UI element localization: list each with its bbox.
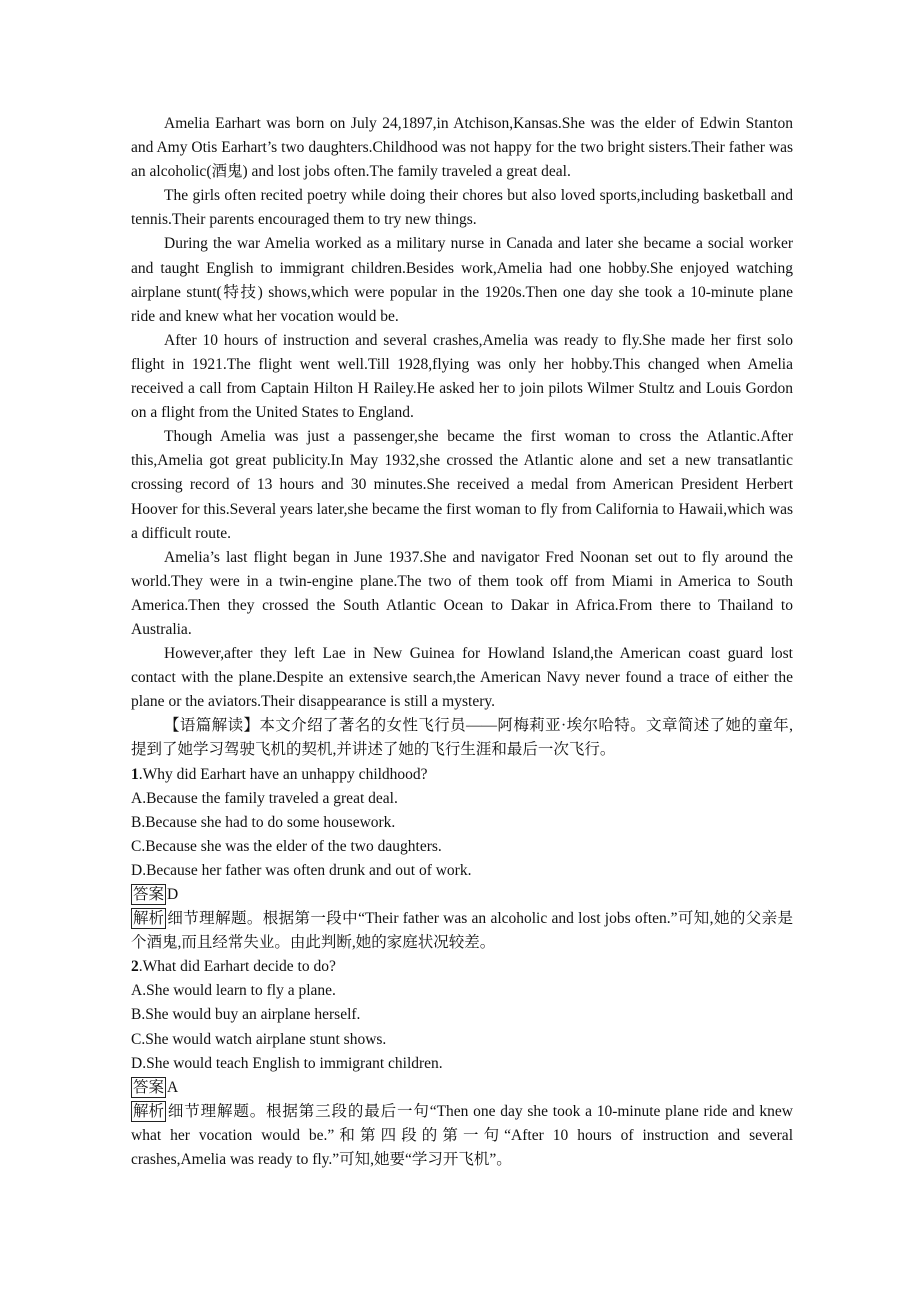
question-1-analysis — [131, 907, 793, 955]
document-page — [131, 112, 793, 1172]
passage-paragraph-5: Though Amelia was just a passenger,she became the first woman to cross the Atlantic.After this,Amelia got great publicity.In May 1932,she crossed the Atlantic alone and set a new transatlantic crossing record of 13 hours and 30 minutes.She received a medal from American President Herbert Hoover for this.Several years later,she became the first woman to fly from California to Hawaii,which was a difficult route. — [131, 428, 793, 542]
question-2-option-c: C.She would watch airplane stunt shows. — [131, 1030, 387, 1048]
analysis-label-box: 解析 — [133, 910, 165, 928]
question-1-option-a: A.Because the family traveled a great deal. — [131, 789, 398, 807]
answer-value: D — [167, 886, 179, 903]
passage-paragraph-4: After 10 hours of instruction and several crashes,Amelia was ready to fly.She made her first solo flight in 1921.The flight went well.Till 1928,flying was only her hobby.This changed when Amelia received a call from Captain Hilton H Railey.He asked her to join pilots Wilmer Stultz and Louis Gordon on a flight from the United States to England. — [131, 331, 793, 422]
question-1-option-d: D.Because her father was often drunk and out of work. — [131, 861, 472, 879]
answer-label-box: 答案 — [133, 886, 165, 903]
question-2-option-b: B.She would buy an airplane herself. — [131, 1006, 361, 1024]
question-2-option-a: A.She would learn to fly a plane. — [131, 982, 336, 1000]
answer-value: A — [167, 1078, 179, 1096]
question-number: 2 — [131, 958, 139, 976]
question-1-option-b: B.Because she had to do some housework. — [131, 813, 396, 831]
question-text: .Why did Earhart have an unhappy childhood? — [138, 765, 428, 783]
question-text: .What did Earhart decide to do? — [138, 958, 336, 976]
passage-paragraph-2: The girls often recited poetry while doing their chores but also loved sports,including basketball and tennis.Their parents encouraged them to try new things. — [131, 187, 793, 229]
passage-paragraph-1: Amelia Earhart was born on July 24,1897,in Atchison,Kansas.She was the elder of Edwin Stanton and Amy Otis Earhart’s two daughters.Childhood was not happy for the two bright sisters.Their father was an alcoholic(酒鬼) and lost jobs often.The family traveled a great deal. — [131, 115, 793, 181]
question-2-option-d: D.She would teach English to immigrant children. — [131, 1054, 443, 1072]
passage-paragraph-6: Amelia’s last flight began in June 1937.She and navigator Fred Noonan set out to fly around the world.They were in a twin-engine plane.The two of them took off from Miami in America to South America.Then they crossed the South Atlantic Ocean to Dakar in Africa.From there to Thailand to Australia. — [131, 548, 793, 638]
question-2-stem — [131, 955, 793, 979]
passage-paragraph-3: During the war Amelia worked as a military nurse in Canada and later she became a social worker and taught English to immigrant children.Besides work,Amelia had one hobby.She enjoyed watching airplane stunt(特技) shows,which were popular in the 1920s.Then one day she took a 10-minute plane ride and knew what her vocation would be. — [131, 235, 793, 325]
summary-tag: 【语篇解读】 — [164, 717, 260, 735]
question-number: 1 — [131, 765, 139, 783]
summary-text: 本文介绍了著名的女性飞行员——阿梅莉亚·埃尔哈特。文章简述了她的童年,提到了她学习驾驶飞机的契机,并讲述了她的飞行生涯和最后一次飞行。 — [131, 717, 793, 759]
analysis-text: 细节理解题。根据第三段的最后一句“Then one day she took a 10-minute plane ride and knew what her vocation would be.”和第四段的第一句“After 10 hours of instruction and several crashes,Amelia was ready to fly.”可知,她要“学习开飞机”。 — [131, 1102, 793, 1169]
analysis-text: 细节理解题。根据第一段中“Their father was an alcoholic and lost jobs often.”可知,她的父亲是个酒鬼,而且经常失业。由此判断,她的家庭状况较差。 — [131, 910, 793, 952]
question-1-answer — [131, 883, 793, 907]
answer-label-box: 答案 — [133, 1078, 165, 1096]
passage-summary — [131, 714, 793, 762]
question-2-analysis — [131, 1100, 793, 1172]
question-1-option-c: C.Because she was the elder of the two daughters. — [131, 837, 442, 855]
passage-paragraph-7: However,after they left Lae in New Guinea for Howland Island,the American coast guard lost contact with the plane.Despite an extensive search,the American Navy never found a trace of either the plane or the aviators.Their disappearance is still a mystery. — [131, 645, 793, 711]
question-1-stem — [131, 763, 793, 787]
question-2-answer — [131, 1076, 793, 1100]
analysis-label-box: 解析 — [133, 1102, 165, 1120]
